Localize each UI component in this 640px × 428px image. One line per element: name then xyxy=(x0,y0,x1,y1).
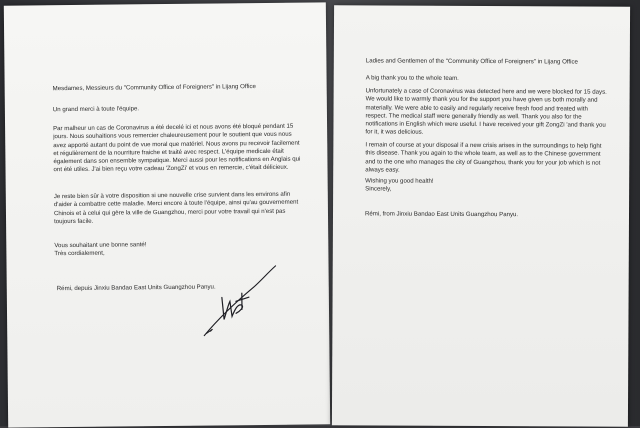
text-line: d'aider à combattre cette maladie. Merci encore à toute l'équipe, ainsi qu'au gouvernement xyxy=(53,198,299,209)
text-line: this disease. Thank you again to the whole team, as well as to the Chinese government xyxy=(365,149,601,158)
text-line: notifications in English which were useful. I have received your gift ZongZi 'and thank you xyxy=(365,120,606,129)
text-line: ont été utiles. J'ai bien reçu votre cadeau 'ZongZi' et vous en remercie, c'était délicieux. xyxy=(53,164,289,174)
text-line: and to the one who manages the city of Guangzhou, thank you for your job which is not xyxy=(365,157,601,167)
text-line: for it, it was delicious. xyxy=(365,128,424,137)
text-line: materially. We were able to easily and regularly receive fresh food and treated with xyxy=(365,103,588,113)
french-paragraph-1 xyxy=(53,123,300,175)
text-line: Je reste bien sûr à votre disposition si une nouvelle crise survient dans les environs afin xyxy=(53,190,291,201)
french-salutation: Mesdames, Messieurs du "Community Office of Foreigners" in Lijang Office xyxy=(52,83,256,93)
text-line: Très cordialement, xyxy=(54,249,105,258)
text-line: respect. The medical staff were generally friendly as well. Thank you also for the xyxy=(365,112,582,121)
text-line: Par malheur un cas de Coronavirus a été decelé ici et nous avons été bloqué pendant 15 xyxy=(53,122,294,133)
french-paragraph-2 xyxy=(54,191,299,227)
french-thanks-line: Un grand merci à toute l'équipe. xyxy=(52,105,140,114)
english-thanks-line: A big thank you to the whole team. xyxy=(365,74,459,82)
english-paragraph-2 xyxy=(365,141,601,175)
text-line: jours. Nous souhaitions vous remercier chaleureusement pour le soutient que vous nous xyxy=(53,130,292,141)
text-line: également dans son ensemble sympatique. Merci aussi pour les notifications en Anglais qui xyxy=(53,155,301,166)
text-line: I remain of course at your disposal if a new crisis arises in the surroundings to help fight xyxy=(365,141,602,150)
text-line: We would like to warmly thank you for the support you have given us both morally and xyxy=(365,95,598,104)
french-closing xyxy=(54,241,146,259)
text-line: Vous souhaitant une bonne santé! xyxy=(54,241,147,250)
english-paragraph-1 xyxy=(365,87,606,138)
text-line: et régulièrement de la nourriture fraiche et traité avec respect. L'équipe medicale était xyxy=(53,147,284,158)
text-line: Sincerely, xyxy=(365,185,392,193)
text-line: toujours facile. xyxy=(54,217,94,226)
english-letter-page xyxy=(332,5,630,427)
french-letter-page xyxy=(4,2,330,427)
text-line: avez apporté autant du point de vue moral que matériel. Nous avons pu recevoir facilement xyxy=(53,139,300,149)
text-line: Chinois et à celui qui gère la ville de Guangzhou, merci pour votre travail qui n'est pas xyxy=(53,207,286,217)
english-signoff: Rémi, from Jinxiu Bandao East Units Guangzhou Panyu. xyxy=(364,210,519,219)
handwritten-signature xyxy=(201,261,282,342)
text-line: Unfortunately a case of Coronavirus was detected here and we were blocked for 15 days. xyxy=(365,87,607,96)
english-closing xyxy=(365,177,434,194)
text-line: always easy. xyxy=(365,166,400,174)
french-signoff: Rémi, depuis Jinxiu Bandao East Units Guangzhou Panyu. xyxy=(56,283,216,293)
english-salutation: Ladies and Gentlemen of the "Community Office of Foreigners" in Lijang Office xyxy=(365,57,578,66)
text-line: Wishing you good health! xyxy=(365,177,434,185)
